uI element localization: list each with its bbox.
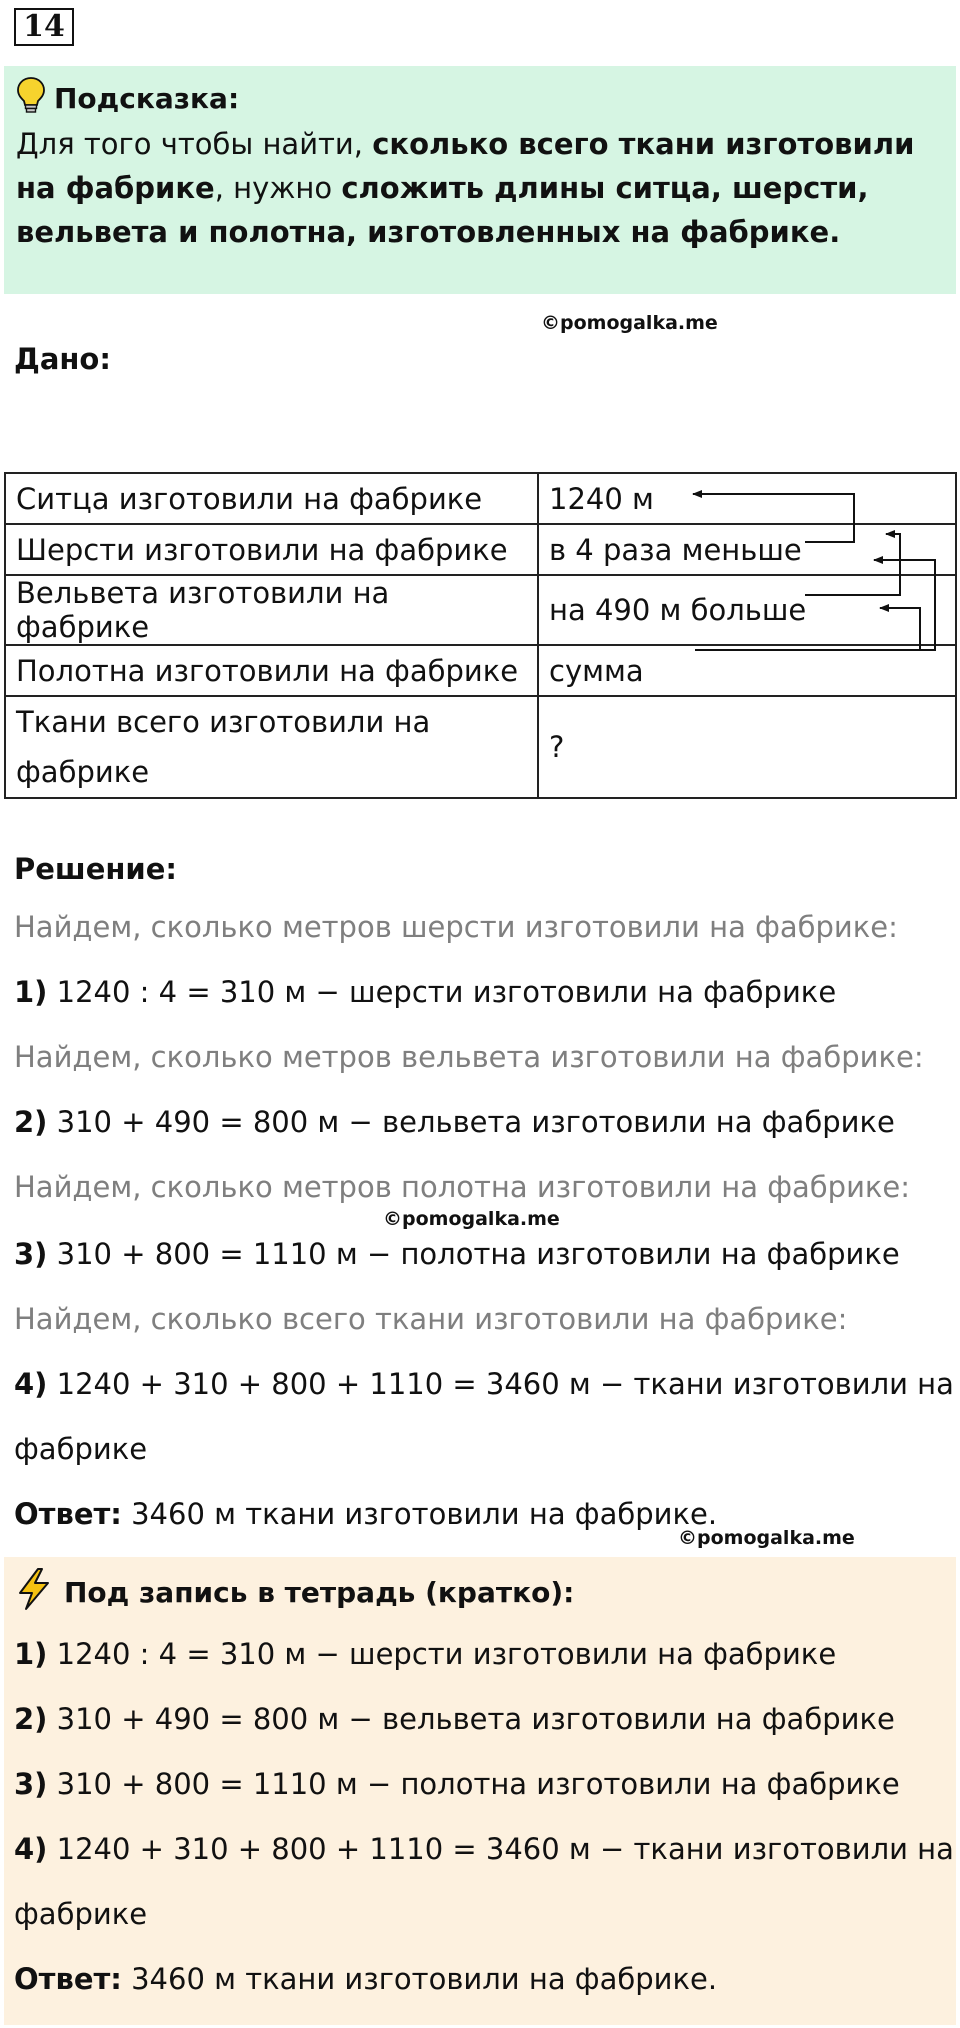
hint-title: Подсказка: bbox=[54, 81, 240, 115]
task-number: 14 bbox=[14, 8, 74, 46]
solution-step bbox=[14, 1105, 895, 1139]
table-row bbox=[5, 696, 956, 798]
table-row bbox=[5, 645, 956, 696]
step-number: 1) bbox=[14, 1637, 48, 1671]
step-number: 1) bbox=[14, 975, 48, 1009]
given-value: ? bbox=[538, 696, 956, 798]
notes-line bbox=[14, 1767, 900, 1801]
hint-text-part: Для того чтобы найти, bbox=[16, 127, 373, 161]
table-row bbox=[5, 473, 956, 524]
answer-label: Ответ: bbox=[14, 1497, 122, 1531]
given-label: Полотна изготовили на фабрике bbox=[5, 645, 538, 696]
step-text: 1240 + 310 + 800 + 1110 = 3460 м − ткани изготовили на bbox=[47, 1367, 954, 1401]
notes-line-continued: фабрике bbox=[14, 1897, 148, 1931]
lightning-icon bbox=[14, 1567, 64, 1618]
given-label: Ткани всего изготовили на фабрике bbox=[5, 696, 538, 798]
table-row bbox=[5, 575, 956, 645]
notes-line bbox=[14, 1702, 895, 1736]
solution-title: Решение: bbox=[14, 852, 178, 886]
step-number: 4) bbox=[14, 1367, 48, 1401]
lightbulb-icon bbox=[16, 76, 54, 121]
given-table bbox=[4, 472, 957, 799]
solution-step bbox=[14, 1237, 900, 1271]
notes-line bbox=[14, 1637, 836, 1671]
notes-answer bbox=[14, 1962, 717, 1996]
given-value: 1240 м bbox=[538, 473, 956, 524]
table-row bbox=[5, 524, 956, 575]
given-title: Дано: bbox=[14, 342, 111, 376]
watermark: ©pomogalka.me bbox=[678, 1527, 855, 1549]
step-number: 3) bbox=[14, 1767, 48, 1801]
step-number: 2) bbox=[14, 1702, 48, 1736]
hint-text-part: , нужно bbox=[214, 171, 342, 205]
step-text: 310 + 800 = 1110 м − полотна изготовили на фабрике bbox=[47, 1767, 900, 1801]
hint-text-part-bold: сколько всего ткани изготовили на фабрике bbox=[16, 127, 915, 205]
solution-step bbox=[14, 975, 836, 1009]
notes-title: Под запись в тетрадь (кратко): bbox=[64, 1575, 575, 1609]
notes-header bbox=[14, 1567, 574, 1617]
step-text: 310 + 490 = 800 м − вельвета изготовили на фабрике bbox=[47, 1702, 895, 1736]
step-number: 3) bbox=[14, 1237, 48, 1271]
step-text: 310 + 490 = 800 м − вельвета изготовили на фабрике bbox=[47, 1105, 895, 1139]
step-number: 4) bbox=[14, 1832, 48, 1866]
given-label: Шерсти изготовили на фабрике bbox=[5, 524, 538, 575]
solution-hint: Найдем, сколько метров шерсти изготовили на фабрике: bbox=[14, 910, 898, 944]
given-value: сумма bbox=[538, 645, 956, 696]
notes-line bbox=[14, 1832, 954, 1866]
solution-hint: Найдем, сколько метров вельвета изготовили на фабрике: bbox=[14, 1040, 924, 1074]
answer-text: 3460 м ткани изготовили на фабрике. bbox=[121, 1962, 718, 1996]
given-value: в 4 раза меньше bbox=[538, 524, 956, 575]
hint-header bbox=[16, 76, 944, 120]
hint-text bbox=[16, 122, 944, 254]
hint-text-part-bold: сложить длины ситца, шерсти, вельвета и полотна, изготовленных на фабрике. bbox=[16, 171, 869, 249]
hint-box bbox=[4, 66, 956, 294]
solution-answer bbox=[14, 1497, 717, 1531]
solution-hint: Найдем, сколько метров полотна изготовили на фабрике: bbox=[14, 1170, 911, 1204]
given-label: Вельвета изготовили на фабрике bbox=[5, 575, 538, 645]
step-text: 1240 : 4 = 310 м − шерсти изготовили на фабрике bbox=[47, 975, 837, 1009]
step-text: 310 + 800 = 1110 м − полотна изготовили на фабрике bbox=[47, 1237, 900, 1271]
solution-hint: Найдем, сколько всего ткани изготовили на фабрике: bbox=[14, 1302, 848, 1336]
watermark: ©pomogalka.me bbox=[383, 1208, 560, 1230]
step-text: 1240 : 4 = 310 м − шерсти изготовили на фабрике bbox=[47, 1637, 837, 1671]
step-text: 1240 + 310 + 800 + 1110 = 3460 м − ткани изготовили на bbox=[47, 1832, 954, 1866]
given-label: Ситца изготовили на фабрике bbox=[5, 473, 538, 524]
watermark: ©pomogalka.me bbox=[541, 312, 718, 334]
given-value: на 490 м больше bbox=[538, 575, 956, 645]
solution-step bbox=[14, 1367, 954, 1401]
answer-label: Ответ: bbox=[14, 1962, 122, 1996]
solution-step-continued: фабрике bbox=[14, 1432, 148, 1466]
answer-text: 3460 м ткани изготовили на фабрике. bbox=[121, 1497, 718, 1531]
step-number: 2) bbox=[14, 1105, 48, 1139]
